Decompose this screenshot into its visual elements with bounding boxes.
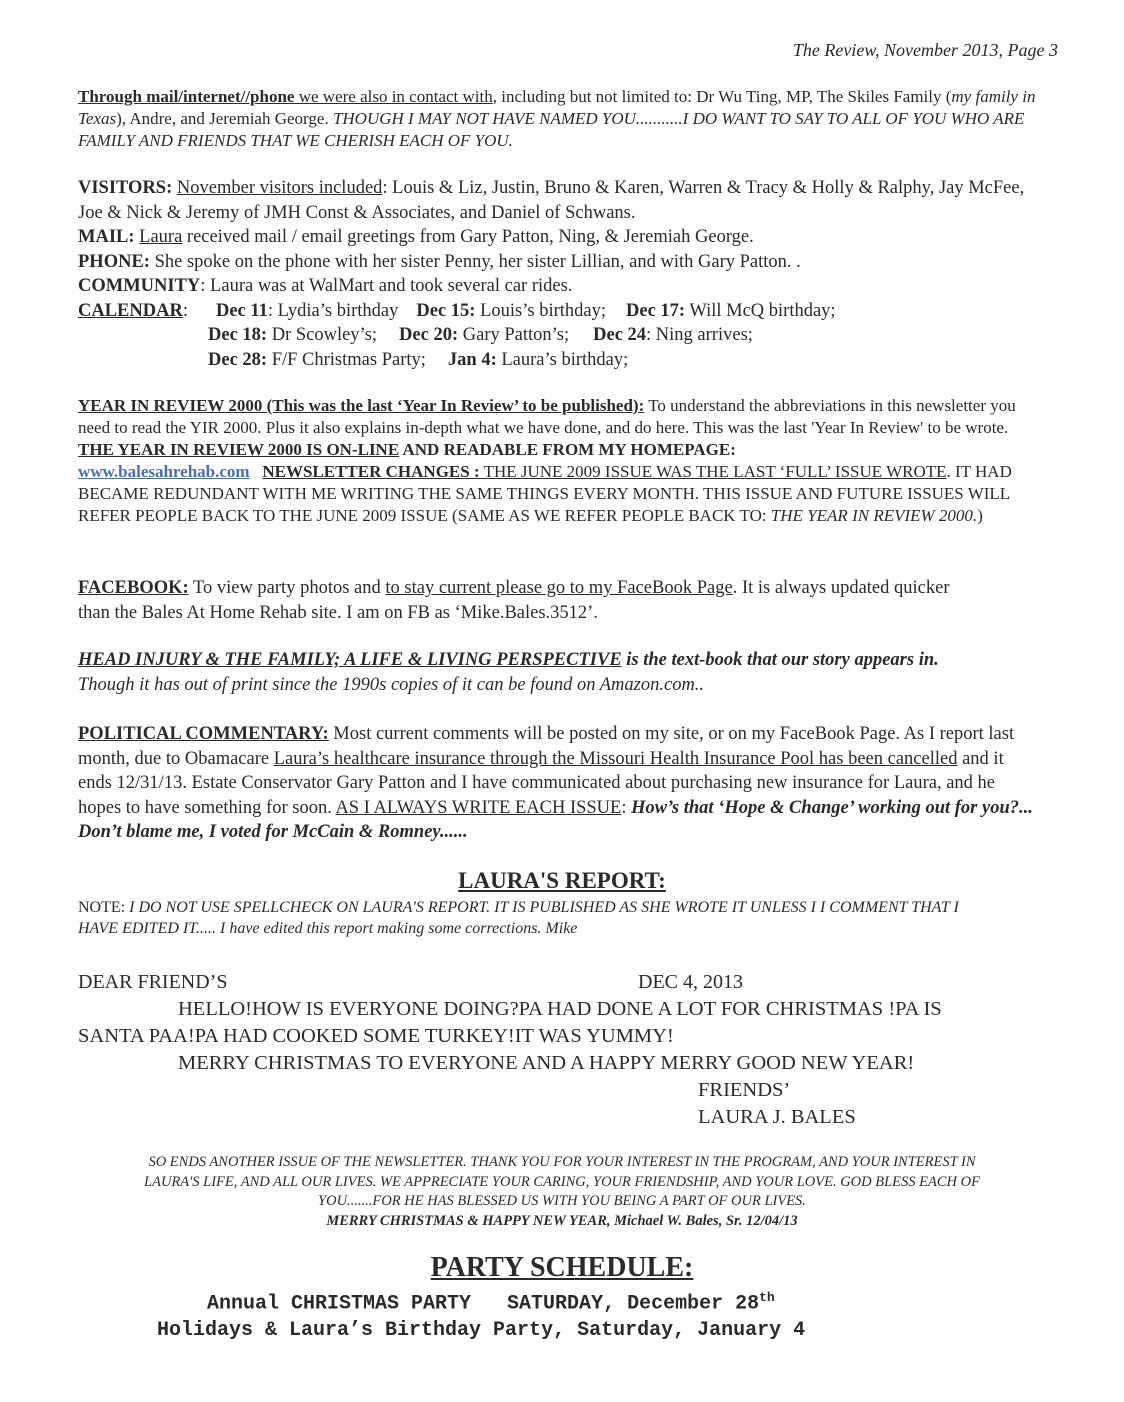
calendar-event: F/F Christmas Party; bbox=[267, 349, 426, 370]
contact-closing: THOUGH I MAY NOT HAVE NAMED YOU...........I DO WANT TO SAY TO ALL OF YOU WHO ARE FAMILY AND FRIENDS THAT WE CHERISH EACH OF YOU. bbox=[78, 109, 1025, 150]
newsletter-changes-underlined: THE JUNE 2009 ISSUE WAS THE LAST ‘FULL’ ISSUE WROTE bbox=[479, 462, 947, 481]
closing-block bbox=[0, 1153, 1124, 1231]
visitors-label: VISITORS: bbox=[78, 178, 173, 198]
closing-line-3: YOU.......FOR HE HAS BLESSED US WITH YOU BEING A PART OF OUR LIVES. bbox=[318, 1193, 806, 1209]
calendar-event: Louis’s birthday; bbox=[475, 300, 606, 321]
community-line bbox=[78, 274, 1048, 299]
report-line-3: MERRY CHRISTMAS TO EVERYONE AND A HAPPY MERRY GOOD NEW YEAR! bbox=[178, 1052, 915, 1074]
report-line-2: SANTA PAA!PA HAD COOKED SOME TURKEY!IT WAS YUMMY! bbox=[78, 1025, 674, 1047]
closing-line-2: LAURA'S LIFE, AND ALL OUR LIVES. WE APPRECIATE YOUR CARING, YOUR FRIENDSHIP, AND YOUR LOVE. GOD BLESS EACH OF bbox=[144, 1173, 980, 1190]
newsletter-changes-label: NEWSLETTER CHANGES : bbox=[262, 462, 480, 481]
closing-line-1: SO ENDS ANOTHER ISSUE OF THE NEWSLETTER. THANK YOU FOR YOUR INTEREST IN THE PROGRAM, AND YOUR INTEREST IN bbox=[148, 1154, 976, 1170]
phone-text: She spoke on the phone with her sister Penny, her sister Lillian, and with Gary Patton. . bbox=[149, 251, 801, 272]
report-sign-1: FRIENDS’ bbox=[698, 1079, 791, 1101]
calendar-date: Jan 4: bbox=[447, 349, 497, 370]
report-note-label: NOTE: bbox=[78, 899, 130, 916]
report-salutation: DEAR FRIEND’S bbox=[78, 971, 228, 993]
calendar-event: Dr Scowley’s; bbox=[267, 325, 378, 345]
closing-signature: MERRY CHRISTMAS & HAPPY NEW YEAR, Michael W. Bales, Sr. 12/04/13 bbox=[326, 1212, 798, 1229]
mail-label: MAIL: bbox=[78, 227, 135, 247]
party-line-1-sup: th bbox=[759, 1290, 775, 1305]
calendar-date: Dec 18: bbox=[208, 325, 268, 345]
contact-paragraph bbox=[78, 86, 1048, 152]
newsletter-changes-end: ) bbox=[977, 506, 983, 525]
book-line-1 bbox=[78, 648, 1048, 673]
political-colon: : bbox=[621, 797, 627, 818]
phone-line bbox=[78, 250, 1048, 275]
book-text: is the text-book that our story appears in. bbox=[621, 650, 939, 670]
mail-text: received mail / email greetings from Gary Patton, Ning, & Jeremiah George. bbox=[182, 227, 754, 247]
newsletter-changes-text: . IT HAD BECAME REDUNDANT WITH ME WRITING THE SAME THINGS EVERY MONTH. THIS ISSUE AND FUTURE ISSUES WILL REFER PEOPLE BACK TO THE JUNE 2009 ISSUE (SAME AS WE REFER PEOPLE BACK TO: bbox=[78, 462, 1012, 525]
visitors-section bbox=[78, 176, 1048, 372]
contact-underlined: we were also in contact with bbox=[294, 87, 493, 106]
political-text: Most current comments will be posted on my site, or on my FaceBook Page. As I report last month, due to Obamacare bbox=[78, 724, 1015, 769]
calendar-date: Dec 11 bbox=[215, 300, 268, 321]
community-label: COMMUNITY bbox=[78, 276, 201, 296]
book-title: HEAD INJURY & THE FAMILY; A LIFE & LIVING PERSPECTIVE bbox=[78, 650, 622, 670]
report-note bbox=[78, 897, 978, 939]
calendar-row-3 bbox=[78, 348, 1048, 373]
yir-bold-homepage: AND READABLE FROM MY HOMEPAGE: bbox=[399, 440, 736, 459]
yir-label: YEAR IN REVIEW 2000 (This was the last ‘Year In Review’ to be published): bbox=[78, 396, 645, 415]
report-line-1: HELLO!HOW IS EVERYONE DOING?PA HAD DONE A LOT FOR CHRISTMAS !PA IS bbox=[178, 998, 942, 1020]
facebook-page-link[interactable]: to stay current please go to my FaceBook Page bbox=[385, 578, 733, 598]
yir-bold-online: THE YEAR IN REVIEW 2000 IS ON-LINE bbox=[78, 440, 400, 459]
contact-text2: ), Andre, and Jeremiah George. bbox=[116, 109, 333, 128]
visitors-paragraph bbox=[78, 176, 1048, 225]
facebook-label: FACEBOOK: bbox=[78, 578, 189, 598]
visitors-text: : Louis & Liz, Justin, Bruno & Karen, Warren & Tracy & Holly & Ralphy, Jay McFee, Joe & Nick & Jeremy of JMH Const & Associates, and Daniel of Schwans. bbox=[78, 178, 1025, 223]
report-title: LAURA'S REPORT: bbox=[458, 868, 666, 893]
book-line-2: Though it has out of print since the 1990s copies of it can be found on Amazon.com.. bbox=[78, 674, 705, 695]
calendar-row-2 bbox=[78, 323, 1048, 348]
political-underlined2: AS I ALWAYS WRITE EACH ISSUE bbox=[335, 797, 622, 818]
party-line-2: Holidays & Laura’s Birthday Party, Saturday, January 4 bbox=[157, 1319, 806, 1342]
calendar-date: Dec 15: bbox=[416, 300, 476, 321]
calendar-event: Laura’s birthday; bbox=[496, 349, 629, 370]
report-date: DEC 4, 2013 bbox=[638, 971, 743, 993]
facebook-paragraph bbox=[78, 576, 978, 625]
newsletter-changes-italic: THE YEAR IN REVIEW 2000. bbox=[770, 506, 978, 525]
report-note-text: I DO NOT USE SPELLCHECK ON LAURA'S REPORT. IT IS PUBLISHED AS SHE WROTE IT UNLESS I I COMMENT THAT I HAVE EDITED IT..... I have edited this report making some corrections. Mike bbox=[78, 899, 959, 937]
party-line-1-text: Annual CHRISTMAS PARTY SATURDAY, December 28 bbox=[207, 1292, 760, 1316]
page-header: The Review, November 2013, Page 3 bbox=[792, 40, 1058, 60]
phone-label: PHONE: bbox=[78, 251, 150, 272]
political-paragraph bbox=[78, 722, 1033, 845]
party-title: PARTY SCHEDULE: bbox=[430, 1252, 694, 1283]
political-label: POLITICAL COMMENTARY: bbox=[78, 724, 329, 744]
party-line-1 bbox=[207, 1290, 775, 1316]
facebook-text2: . It is always updated quicker than the Bales At Home Rehab site. I am on FB as ‘Mike.Bales.3512’. bbox=[78, 578, 950, 623]
calendar-event: : Ning arrives; bbox=[646, 325, 753, 345]
homepage-link[interactable]: www.balesahrehab.com bbox=[78, 462, 250, 481]
calendar-label: CALENDAR bbox=[78, 300, 183, 321]
calendar-event: Gary Patton’s; bbox=[458, 325, 570, 345]
contact-lead: Through mail/internet//phone bbox=[78, 87, 295, 106]
contact-italic: my family in Texas bbox=[78, 87, 1036, 128]
calendar-date: Dec 24 bbox=[593, 325, 647, 345]
calendar-date: Dec 28: bbox=[208, 349, 268, 370]
community-text: : Laura was at WalMart and took several car rides. bbox=[200, 276, 573, 296]
calendar-event: : Lydia’s birthday bbox=[267, 300, 399, 321]
mail-line bbox=[78, 225, 1048, 250]
mail-underlined: Laura bbox=[139, 227, 183, 247]
political-text2: and it ends 12/31/13. Estate Conservator Gary Patton and I have communicated about purchasing new insurance for Laura, and he hopes to have something for soon. bbox=[78, 748, 1004, 818]
facebook-text: To view party photos and bbox=[188, 578, 386, 598]
calendar-row-1 bbox=[78, 299, 1048, 324]
political-underlined: Laura’s healthcare insurance through the Missouri Health Insurance Pool has been cancelled bbox=[273, 748, 958, 769]
report-sign-2: LAURA J. BALES bbox=[698, 1106, 856, 1128]
book-paragraph bbox=[78, 648, 1048, 697]
yir-paragraph bbox=[78, 395, 1043, 527]
contact-text: , including but not limited to: Dr Wu Ting, MP, The Skiles Family ( bbox=[492, 87, 952, 106]
calendar-date: Dec 17: bbox=[626, 300, 686, 321]
visitors-underlined: November visitors included bbox=[176, 178, 383, 198]
yir-text: To understand the abbreviations in this newsletter you need to read the YIR 2000. Plus it also explains in-depth what we have done, and do here. This was the last 'Year In Review' to be wrote. bbox=[78, 396, 1016, 437]
calendar-event: Will McQ birthday; bbox=[685, 300, 836, 321]
calendar-date: Dec 20: bbox=[399, 325, 459, 345]
calendar-colon: : bbox=[182, 300, 188, 321]
political-closing: How’s that ‘Hope & Change’ working out for you?... Don’t blame me, I voted for McCain & Romney...... bbox=[78, 797, 1033, 842]
